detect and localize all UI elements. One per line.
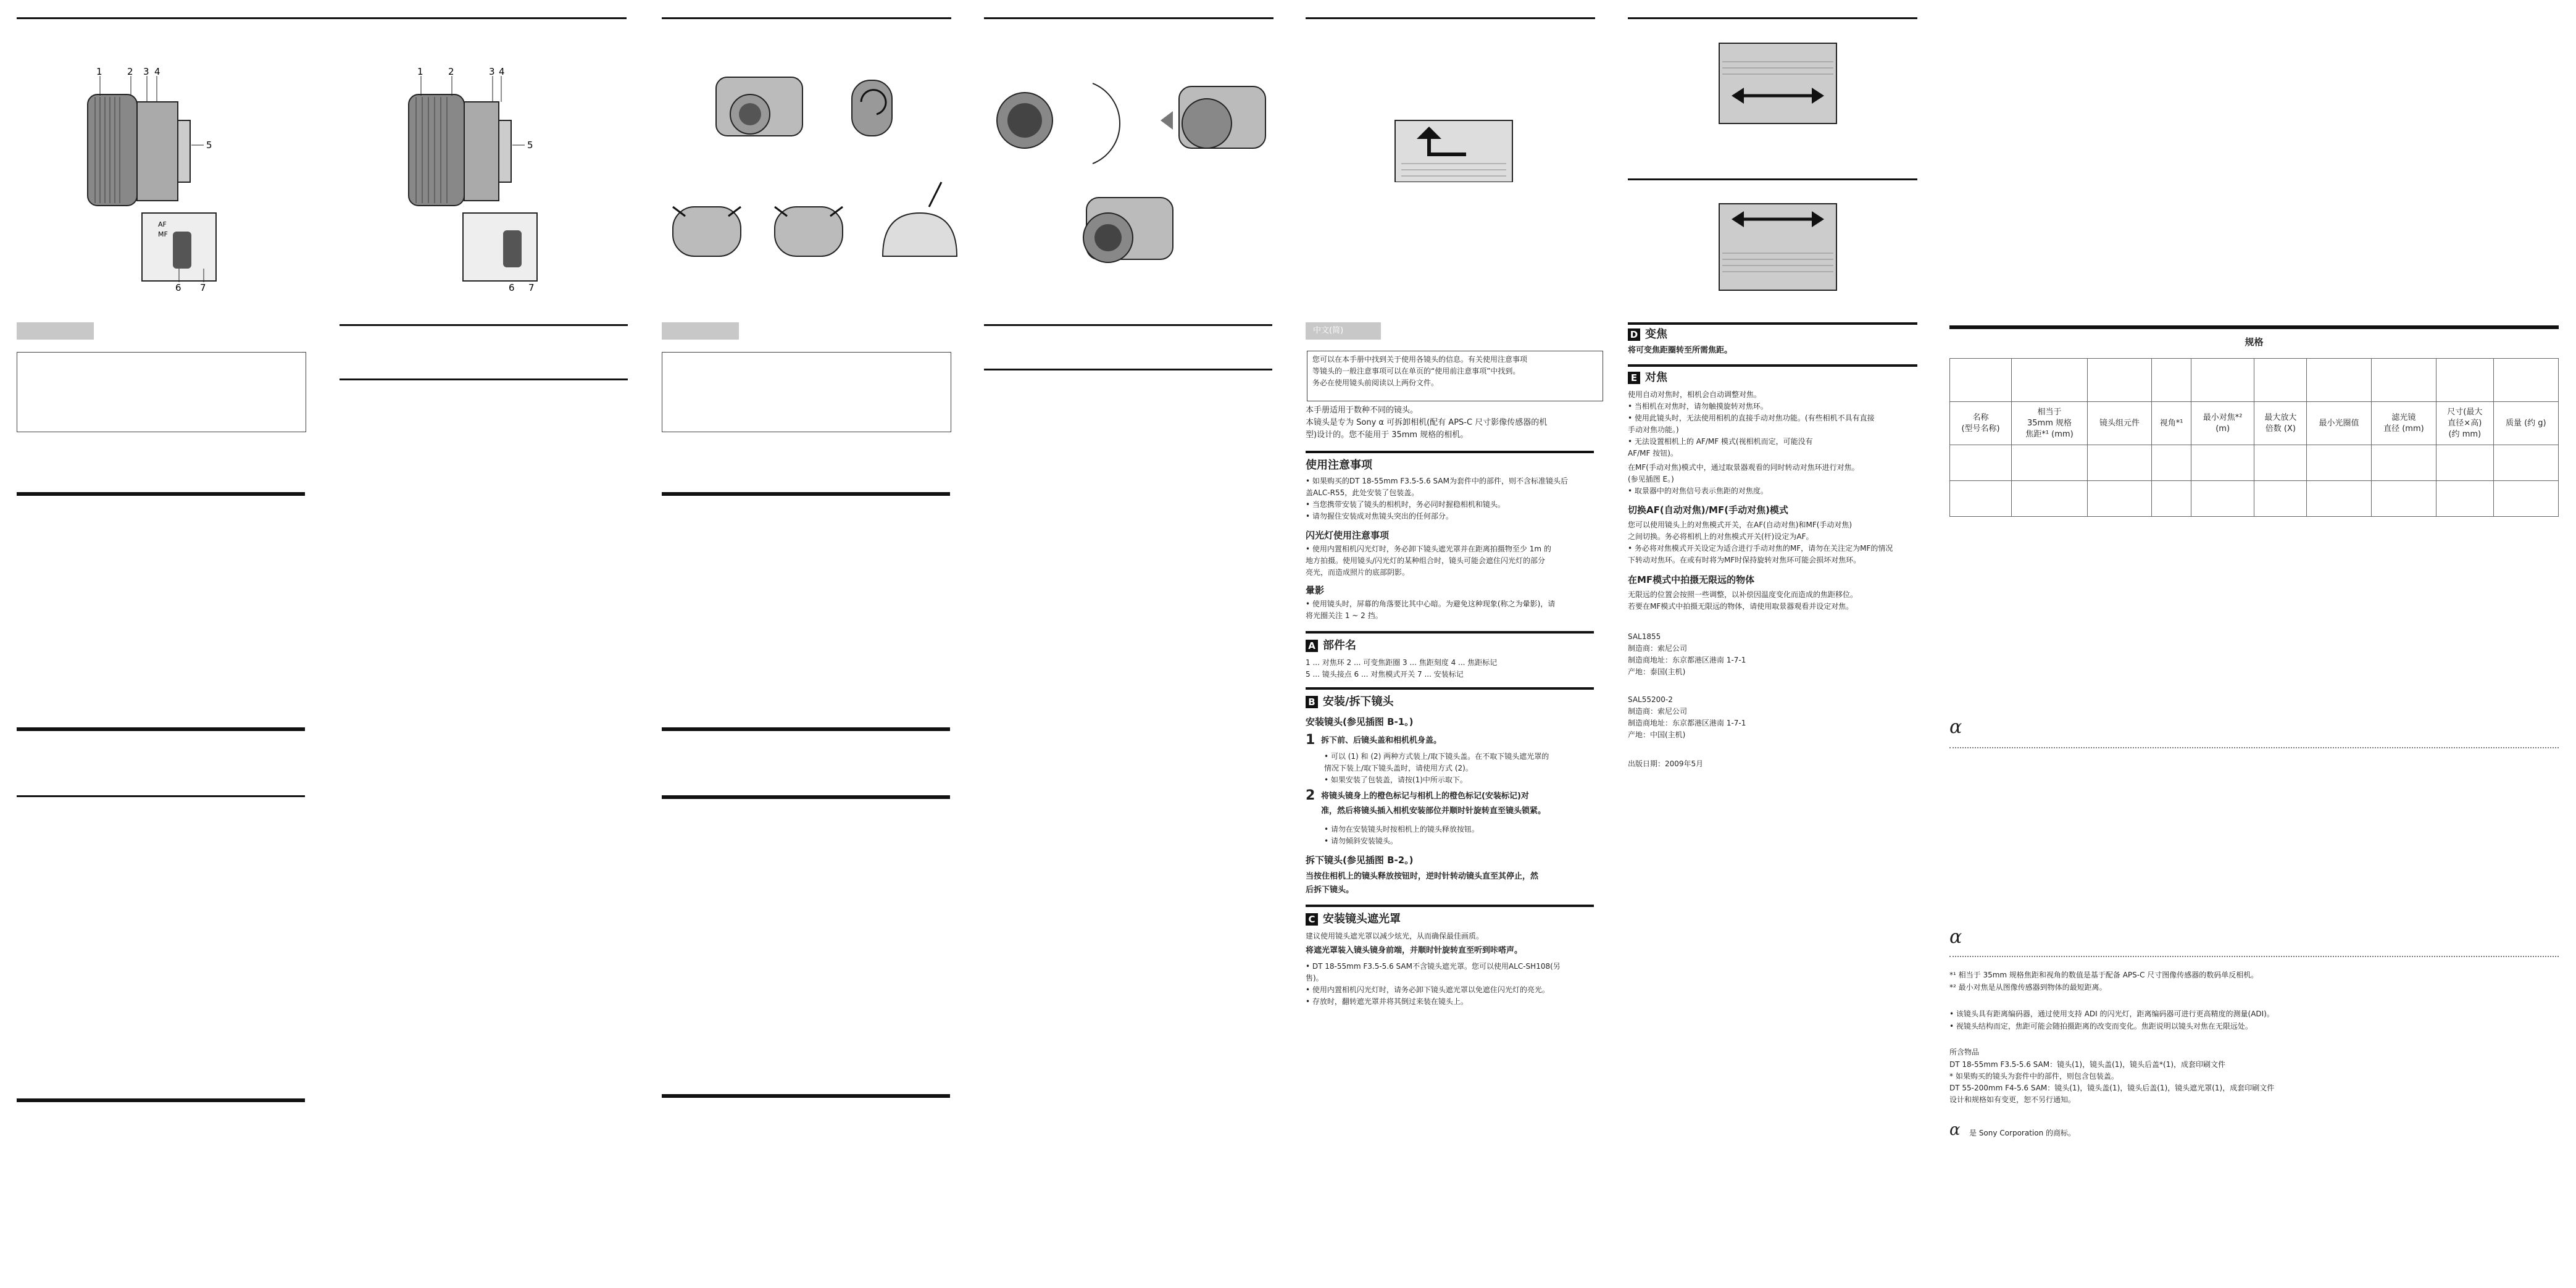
infinity-line: 若要在MF模式中拍摄无限远的物体，请使用取景器观看并设定对焦。 [1628, 602, 1854, 611]
section-rule [662, 492, 950, 496]
lang-tag-placeholder [662, 322, 739, 340]
mf-line: (参见插图 E。) [1628, 475, 1674, 483]
af-label: AF [158, 220, 167, 228]
spec-header: 滤光镜 直径 (mm) [2371, 402, 2436, 445]
step-1-text: 拆下前、后镜头盖和相机机身盖。 [1321, 736, 1442, 745]
focus-note: • 无法设置相机上的 AF/MF 模式(视相机而定，可能没有 [1628, 437, 1813, 446]
alpha-logo: α [1949, 716, 1962, 738]
step-2-text: 准，然后将镜头插入相机安装部位并顺时针旋转直至镜头锁紧。 [1321, 806, 1546, 816]
section-e-heading [1628, 370, 1667, 385]
spec-table [1949, 358, 2559, 517]
section-c-heading [1306, 912, 1401, 927]
remove-text: 后拆下镜头。 [1306, 885, 1354, 895]
section-rule [1628, 178, 1917, 180]
spec-header: 最小对焦*² (m) [2191, 402, 2254, 445]
spec-header: 最小光圈值 [2307, 402, 2371, 445]
spec-header: 质量 (约 g) [2493, 402, 2558, 445]
section-rule [1306, 905, 1594, 907]
callout-1: 1 [417, 66, 423, 77]
section-rule [984, 324, 1272, 326]
switch-title: 切换AF(自动对焦)/MF(手动对焦)模式 [1628, 504, 1788, 516]
spec-header: 视角*¹ [2152, 402, 2191, 445]
section-d-title: 变焦 [1645, 328, 1667, 341]
section-rule [340, 324, 628, 326]
hood-note: • DT 18-55mm F3.5-5.6 SAM不含镜头遮光罩。您可以使用ALC-SH108(另 [1306, 962, 1561, 971]
remove-title: 拆下镜头(参见插图 B-2。) [1306, 855, 1414, 866]
precaution-line: • 当您携带安装了镜头的相机时，务必同时握稳相机和镜头。 [1306, 500, 1505, 509]
maker-line: 制造商地址：东京都港区港南 1-7-1 [1628, 719, 1746, 727]
precaution-line: 盖ALC-R55，此处安装了包装盖。 [1306, 488, 1419, 497]
callout-7: 7 [528, 282, 535, 293]
intro-line: 本手册适用于数种不同的镜头。 [1306, 406, 1419, 415]
focus-note: • 当相机在对焦时，请勿触摸旋转对焦环。 [1628, 402, 1768, 411]
lang-tag: 中文(简) [1306, 322, 1381, 340]
step-1-note: 情况下装上/取下镜头盖时，请使用方式 (2)。 [1324, 764, 1473, 772]
section-rule [1306, 451, 1594, 453]
section-d-letter: D [1628, 328, 1640, 341]
callout-2: 2 [448, 66, 454, 77]
precaution-line: • 如果购买的DT 18-55mm F3.5-5.6 SAM为套件中的部件，则不含标准镜头后 [1306, 477, 1568, 485]
vignette-line: • 使用镜头时，屏幕的角落要比其中心暗。为避免这种现象(称之为暈影)，请 [1306, 600, 1556, 608]
top-rule [1628, 17, 1917, 19]
parts-line: 1 ... 对焦环 2 ... 可变焦距圈 3 ... 焦距刻度 4 ... 焦距标记 [1306, 658, 1498, 667]
top-rule [984, 17, 1273, 19]
focus-note: • 使用此镜头时，无法使用相机的直接手动对焦功能。(有些相机不具有直接 [1628, 414, 1875, 422]
section-rule [17, 492, 305, 496]
section-c-title: 安装镜头遮光罩 [1323, 913, 1401, 926]
section-rule [17, 1098, 305, 1102]
callout-2: 2 [127, 66, 133, 77]
hood-instruction: 将遮光罩装入镜头镜身前端，并顺时针旋转直至听到咔嗒声。 [1306, 946, 1523, 955]
notice-box [17, 352, 306, 432]
maker-line: 产地：中国(主机) [1628, 730, 1686, 739]
precautions-title: 使用注意事项 [1306, 459, 1372, 472]
notice-box [662, 352, 951, 432]
alpha-logo: α [1949, 1121, 1961, 1139]
maker-line: 制造商：索尼公司 [1628, 707, 1688, 716]
infinity-line: 无限远的位置会按照一些调整，以补偿因温度变化而造成的焦距移位。 [1628, 590, 1858, 599]
spec-rule [1949, 325, 2559, 329]
step-2-note: • 请勿在安装镜头时按相机上的镜头释放按钮。 [1324, 825, 1479, 834]
intro-box-line: 等镜头的一般注意事项可以在单页的“使用前注意事项”中找到。 [1312, 367, 1520, 375]
callout-5: 5 [527, 140, 533, 151]
section-a-heading [1306, 638, 1356, 653]
mf-label: MF [158, 230, 168, 238]
intro-line: 本镜头是专为 Sony α 可拆卸相机(配有 APS-C 尺寸影像传感器的机 [1306, 418, 1548, 427]
mf-line: 在MF(手动对焦)模式中，通过取景器观看的同时转动对焦环进行对焦。 [1628, 463, 1859, 472]
lens-diagram-a [74, 65, 235, 293]
spec-note: • 该镜头具有距离编码器，通过使用支持 ADI 的闪光灯，距离编码器可进行更高精度的测量(ADI)。 [1949, 1010, 2274, 1018]
mount-diagram [988, 65, 1272, 275]
intro-box-line: 您可以在本手册中找到关于使用各镜头的信息。有关使用注意事项 [1312, 355, 1528, 364]
section-d-heading [1628, 327, 1667, 342]
zoom-text: 将可变焦距圈转至所需焦距。 [1628, 346, 1733, 355]
focus-ring-diagram [1716, 198, 1840, 293]
section-b-heading [1306, 695, 1394, 709]
items-line: 设计和规格如有变更，恕不另行通知。 [1949, 1095, 2076, 1104]
section-c-letter: C [1306, 913, 1318, 926]
switch-line: 下转动对焦环。在或有时将为MF时保持旋转对焦环可能会损坏对焦环。 [1628, 556, 1861, 564]
zoom-diagram [1392, 114, 1515, 182]
maker-line: 产地：泰国(主机) [1628, 667, 1686, 676]
section-rule [1628, 364, 1917, 367]
section-b-title: 安装/拆下镜头 [1323, 695, 1394, 708]
flash-line: • 使用内置相机闪光灯时，务必卸下镜头遮光罩并在距离拍摄物至少 1m 的 [1306, 545, 1551, 553]
focus-note: AF/MF 按钮)。 [1628, 449, 1678, 458]
callout-4: 4 [499, 66, 505, 77]
intro-line: 型)设计的。您不能用于 35mm 规格的相机。 [1306, 430, 1469, 440]
section-rule [340, 378, 628, 380]
maker-line: SAL1855 [1628, 632, 1661, 641]
step-2-text: 将镜头镜身上的橙色标记与相机上的橙色标记(安装标记)对 [1321, 792, 1529, 801]
hood-note: • 存放时，翻转遮光罩并将其倒过来装在镜头上。 [1306, 997, 1468, 1006]
lang-tag-placeholder [17, 322, 94, 340]
section-rule [1628, 322, 1917, 325]
attach-title: 安装镜头(参见插图 B-1。) [1306, 716, 1414, 727]
dotted-separator [1949, 747, 2559, 748]
trademark-text: 是 Sony Corporation 的商标。 [1969, 1129, 2075, 1137]
mf-line: • 取景器中的对焦信号表示焦距的对焦度。 [1628, 487, 1768, 495]
spec-header: 尺寸(最大 直径×高) (约 mm) [2436, 402, 2494, 445]
lens-cap-diagram [670, 65, 978, 262]
spec-header: 相当于 35mm 规格 焦距*¹ (mm) [2012, 402, 2088, 445]
dotted-separator [1949, 956, 2559, 957]
hood-intro: 建议使用镜头遮光罩以减少炫光，从而确保最佳画质。 [1306, 932, 1484, 940]
section-rule [662, 1094, 950, 1098]
spec-title: 规格 [2245, 337, 2264, 348]
callout-7: 7 [200, 282, 206, 293]
section-e-title: 对焦 [1645, 371, 1667, 384]
switch-line: 之间切换。务必将相机上的对焦模式开关(杆)设定为AF。 [1628, 532, 1814, 541]
focus-intro: 使用自动对焦时，相机会自动调整对焦。 [1628, 390, 1762, 399]
top-rule [1306, 17, 1595, 19]
zoom-ring-diagram [1716, 37, 1840, 130]
vignette-title: 暈影 [1306, 585, 1325, 596]
spec-header: 最大放大 倍数 (X) [2254, 402, 2307, 445]
intro-box [1307, 351, 1603, 401]
callout-5: 5 [206, 140, 212, 151]
top-rule [662, 17, 951, 19]
spec-header: 名称 (型号名称) [1950, 402, 2012, 445]
hood-note: 售)。 [1306, 974, 1323, 982]
items-line: * 如果购买的镜头为套件中的部件，则包含包装盖。 [1949, 1072, 2119, 1081]
section-e-letter: E [1628, 372, 1640, 384]
spec-footnote: *¹ 相当于 35mm 规格焦距和视角的数值是基于配备 APS-C 尺寸图像传感器的数码单反相机。 [1949, 971, 2259, 979]
spec-header: 镜头组元件 [2087, 402, 2151, 445]
section-b-letter: B [1306, 696, 1318, 708]
section-rule [1306, 631, 1594, 634]
vignette-line: 将光圈关注 1 ~ 2 挡。 [1306, 611, 1383, 620]
top-rule [17, 17, 627, 19]
infinity-title: 在MF模式中拍摄无限远的物体 [1628, 574, 1755, 585]
focus-note: 手动对焦功能。) [1628, 425, 1679, 434]
hood-note: • 使用内置相机闪光灯时，请务必卸下镜头遮光罩以免遮住闪光灯的亮光。 [1306, 985, 1549, 994]
spec-note: • 视镜头结构而定，焦距可能会随拍摄距离的改变而变化。焦距说明以镜头对焦在无限远处。 [1949, 1022, 2253, 1031]
step-1-note: • 如果安装了包装盖，请按(1)中所示取下。 [1324, 776, 1467, 784]
section-rule [1306, 687, 1594, 690]
callout-3: 3 [143, 66, 149, 77]
switch-line: • 务必将对焦模式开关设定为适合进行手动对焦的MF，请勿在关注定为MF的情况 [1628, 544, 1893, 553]
items-title: 所含物品 [1949, 1048, 1980, 1056]
items-line: DT 18-55mm F3.5-5.6 SAM：镜头(1)，镜头盖(1)，镜头后盖*(1)，成套印刷文件 [1949, 1060, 2226, 1069]
precaution-line: • 请勿握住安装成对焦镜头突出的任何部分。 [1306, 512, 1453, 521]
callout-4: 4 [154, 66, 160, 77]
flash-line: 亮光，而造成照片的底部阴影。 [1306, 568, 1410, 577]
alpha-logo: α [1949, 926, 1962, 948]
maker-line: SAL55200-2 [1628, 695, 1673, 704]
step-number: 2 [1306, 788, 1315, 803]
section-rule [17, 727, 305, 731]
spec-footnote: *² 最小对焦是从图像传感器到物体的最短距离。 [1949, 983, 2107, 992]
flash-title: 闪光灯使用注意事项 [1306, 530, 1390, 541]
step-number: 1 [1306, 732, 1315, 748]
callout-6: 6 [509, 282, 515, 293]
remove-text: 当按住相机上的镜头释放按钮时，逆时针转动镜头直至其停止，然 [1306, 872, 1539, 881]
step-1-note: • 可以 (1) 和 (2) 两种方式装上/取下镜头盖。在不取下镜头遮光罩的 [1324, 752, 1549, 761]
publication-date: 出版日期：2009年5月 [1628, 759, 1704, 768]
section-a-title: 部件名 [1323, 639, 1356, 652]
section-rule [662, 727, 950, 731]
callout-3: 3 [489, 66, 495, 77]
step-2-note: • 请勿倾斜安装镜头。 [1324, 837, 1398, 845]
flash-line: 地方拍摄。使用镜头/闪光灯的某种组合时，镜头可能会遮住闪光灯的部分 [1306, 556, 1546, 565]
lens-diagram-a2 [395, 65, 556, 293]
section-rule [984, 369, 1272, 370]
callout-6: 6 [175, 282, 181, 293]
intro-box-line: 务必在使用镜头前阅读以上两份文件。 [1312, 378, 1439, 387]
section-a-letter: A [1306, 640, 1318, 652]
items-line: DT 55-200mm F4-5.6 SAM：镜头(1)，镜头盖(1)，镜头后盖(1)，镜头遮光罩(1)，成套印刷文件 [1949, 1084, 2275, 1092]
callout-1: 1 [96, 66, 102, 77]
switch-line: 您可以使用镜头上的对焦模式开关，在AF(自动对焦)和MF(手动对焦) [1628, 521, 1853, 529]
parts-line: 5 ... 镜头接点 6 ... 对焦模式开关 7 ... 安装标记 [1306, 670, 1464, 679]
maker-line: 制造商地址：东京都港区港南 1-7-1 [1628, 656, 1746, 664]
section-rule [662, 795, 950, 799]
section-rule [17, 795, 305, 797]
maker-line: 制造商：索尼公司 [1628, 644, 1688, 653]
